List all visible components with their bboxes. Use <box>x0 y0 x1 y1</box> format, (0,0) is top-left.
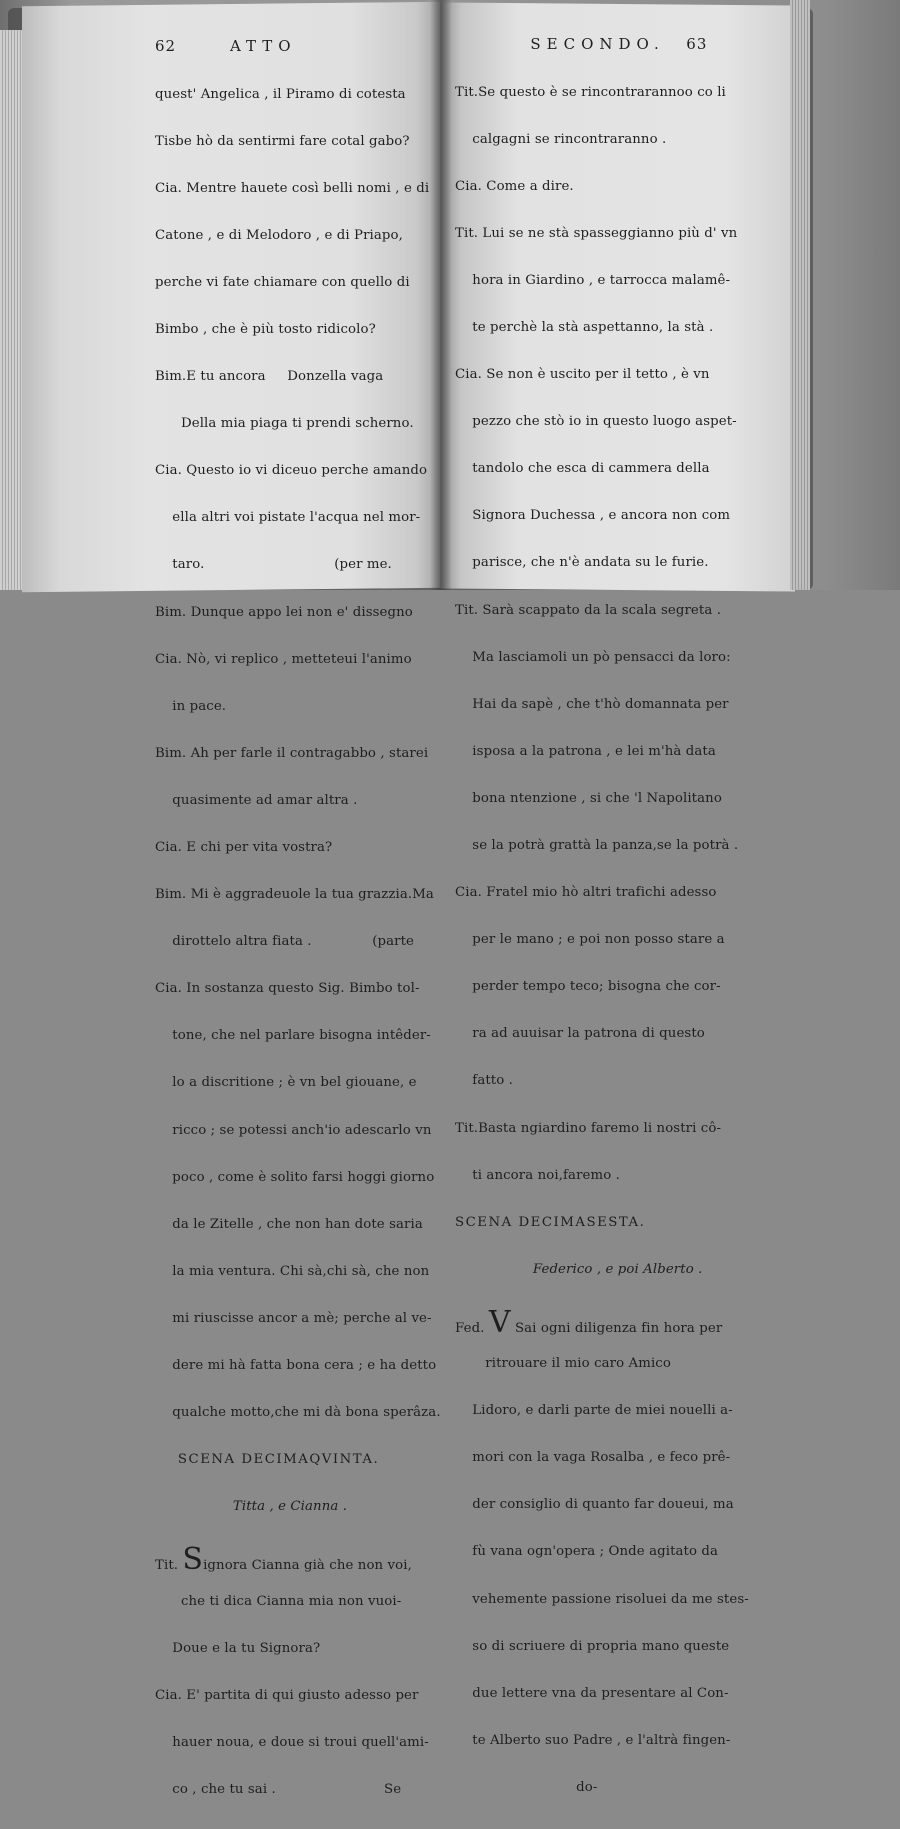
left-page-text <box>155 8 441 1829</box>
text-line: Catone , e di Melodoro , e di Priapo, <box>155 227 403 243</box>
text-line: Della mia piaga ti prendi scherno. <box>155 416 414 432</box>
text-line: Cia. Fratel mio hò altri trafichi adesso <box>455 885 717 901</box>
text-line: taro. (per me. <box>155 557 392 573</box>
text-line: bona ntenzione , si che 'l Napolitano <box>455 790 722 806</box>
scene-characters: Titta , e Cianna . <box>155 1499 348 1515</box>
right-page-edges <box>790 0 810 590</box>
text-line: quest' Angelica , il Piramo di cotesta <box>155 86 406 102</box>
right-running-head <box>455 37 749 53</box>
text-line: hora in Giardino , e tarrocca malamê- <box>455 272 731 288</box>
text-line: Cia. Se non è uscito per il tetto , è vn <box>455 367 710 383</box>
text-line: quasimente ad amar altra . <box>155 792 358 808</box>
text-line: ella altri voi pistate l'acqua nel mor- <box>155 510 421 526</box>
text-line: Cia. E' partita di qui giusto adesso per <box>155 1687 419 1703</box>
text-line: Bim. Mi è aggradeuole la tua grazzia.Ma <box>155 887 434 903</box>
drop-cap: V <box>488 1304 511 1340</box>
text-line: se la potrà grattà la panza,se la potrà . <box>455 838 739 853</box>
text-line: perche vi fate chiamare con quello di <box>155 274 410 290</box>
text-line: Signora Duchessa , e ancora non com <box>455 508 731 524</box>
text-line: ritrouare il mio caro Amico <box>455 1356 671 1372</box>
left-running-head-title: ATTO <box>229 37 297 56</box>
text-line: Tit. Sarà scappato da la scala segreta . <box>455 602 722 618</box>
speech-prefix: Tit. <box>155 1558 179 1574</box>
text-line: isposa a la patrona , e lei m'hà data <box>455 743 716 759</box>
text-line: fatto . <box>455 1073 514 1089</box>
text-line: Cia. In sostanza questo Sig. Bimbo tol- <box>155 981 420 997</box>
text-line: dirottelo altra fiata . (parte <box>155 934 415 950</box>
text-line: Cia. Nò, vi replico , metteteui l'animo <box>155 651 412 667</box>
speech-line-first <box>455 1304 749 1340</box>
text-line: Cia. Mentre hauete così belli nomi , e di <box>155 180 430 196</box>
left-running-head <box>155 39 441 55</box>
text-line: Bim.E tu ancora Donzella vaga <box>155 369 384 385</box>
text-line: parisce, che n'è andata su le furie. <box>455 555 709 571</box>
text-line: ti ancora noi,faremo . <box>455 1167 620 1183</box>
text-line: Tit.Basta ngiardino faremo li nostri cô- <box>455 1120 722 1136</box>
text-line: ra ad auuisar la patrona di questo <box>455 1026 705 1042</box>
text-line: Cia. E chi per vita vostra? <box>155 840 333 855</box>
text-line: hauer noua, e doue si troui quell'ami- <box>155 1734 429 1750</box>
text-line: perder tempo teco; bisogna che cor- <box>455 979 721 995</box>
text-line: ignora Cianna già che non voi, <box>203 1558 412 1574</box>
drop-cap: S <box>182 1542 204 1578</box>
text-line: qualche motto,che mi dà bona sperâza. <box>155 1405 441 1421</box>
scene-title: SCENA DECIMAQVINTA. <box>155 1452 380 1468</box>
text-line: la mia ventura. Chi sà,chi sà, che non <box>155 1263 430 1279</box>
text-line: Hai da sapè , che t'hò domannata per <box>455 696 729 712</box>
text-line: Cia. Come a dire. <box>455 178 574 194</box>
right-page-text <box>455 6 749 1827</box>
text-line: Sai ogni diligenza fin hora per <box>514 1320 723 1336</box>
text-line: Doue e la tu Signora? <box>155 1640 321 1656</box>
scene-title: SCENA DECIMASESTA. <box>455 1214 646 1230</box>
text-line: dere mi hà fatta bona cera ; e ha detto <box>155 1358 437 1374</box>
right-running-head-title: SECONDO. <box>530 35 665 54</box>
left-page-number: 62 <box>155 37 177 56</box>
text-line: due lettere vna da presentare al Con- <box>455 1685 729 1701</box>
text-line: tandolo che esca di cammera della <box>455 461 710 477</box>
text-line: vehemente passione risoluei da me stes- <box>455 1591 749 1607</box>
text-line: co , che tu sai . Se <box>155 1781 402 1797</box>
text-line: mi riuscisse ancor a mè; perche al ve- <box>155 1310 432 1326</box>
scene-characters: Federico , e poi Alberto . <box>455 1261 703 1277</box>
text-line: Bim. Dunque appo lei non e' dissegno <box>155 604 413 620</box>
text-line: lo a discritione ; è vn bel giouane, e <box>155 1075 417 1091</box>
text-line: fù vana ogn'opera ; Onde agitato da <box>455 1544 719 1560</box>
text-line: Lidoro, e darli parte de miei nouelli a- <box>455 1403 733 1419</box>
text-line: tone, che nel parlare bisogna intêder- <box>155 1028 431 1044</box>
text-line: da le Zitelle , che non han dote saria <box>155 1216 423 1232</box>
text-line: Bim. Ah per farle il contragabbo , starei <box>155 745 429 761</box>
text-line: Tit.Se questo è se rincontrarannoo co li <box>455 84 726 100</box>
right-page-number: 63 <box>686 35 708 54</box>
text-line: te Alberto suo Padre , e l'altrà fingen- <box>455 1732 731 1748</box>
text-line: che ti dica Cianna mia non vuoi- <box>155 1593 402 1609</box>
text-line: der consiglio di quanto far doueui, ma <box>455 1497 734 1513</box>
text-line: do- <box>455 1779 598 1795</box>
text-line: Ma lasciamoli un pò pensacci da loro: <box>455 649 731 665</box>
text-line: mori con la vaga Rosalba , e feco prê- <box>455 1450 731 1466</box>
text-line: te perchè la stà aspettanno, la stà . <box>455 319 714 335</box>
text-line: so di scriuere di propria mano queste <box>455 1638 730 1654</box>
text-line: calgagni se rincontraranno . <box>455 131 667 147</box>
text-line: in pace. <box>155 698 227 714</box>
text-line: Cia. Questo io vi diceuo perche amando <box>155 463 428 479</box>
text-line: Tit. Lui se ne stà spasseggianno più d' vn <box>455 225 738 241</box>
text-line: per le mano ; e poi non posso stare a <box>455 932 725 948</box>
text-line: Bimbo , che è più tosto ridicolo? <box>155 321 376 337</box>
text-line: pezzo che stò io in questo luogo aspet- <box>455 414 737 430</box>
text-line: poco , come è solito farsi hoggi giorno <box>155 1169 435 1185</box>
speech-line-first <box>155 1542 441 1578</box>
text-line: Tisbe hò da sentirmi fare cotal gabo? <box>155 133 410 149</box>
speech-prefix: Fed. <box>455 1320 485 1336</box>
text-line: ricco ; se potessi anch'io adescarlo vn <box>155 1122 432 1138</box>
